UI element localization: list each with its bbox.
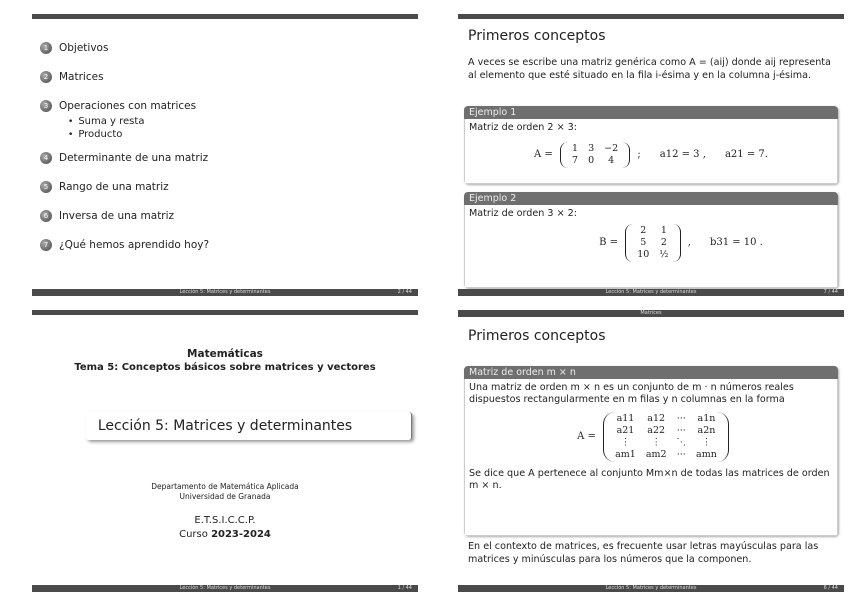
matrix-cell: ⋮ [620,437,631,448]
matrix-cell: a1n [697,413,716,424]
frame-title: Primeros conceptos [468,28,606,44]
outline-item [40,100,209,112]
outline-list [40,42,209,268]
matrix-cell: 2 [640,225,647,236]
matrix-cell: 0 [588,155,595,166]
matrix-cell: 10 [637,249,650,260]
outline-item-label: Rango de una matriz [59,181,169,193]
slide-top-bar [458,310,844,317]
example-text: Matriz de orden 2 × 3: [469,122,577,133]
subject-title: Matemáticas [187,348,263,360]
topic-title: Tema 5: Conceptos básicos sobre matrices y vectores [74,362,376,373]
definition-block-title: Matriz de orden m × n [464,366,838,379]
department-name: Departamento de Matemática Aplicada [151,482,299,491]
matrix-cell: am2 [645,449,667,460]
outline-sublist [68,116,209,140]
slide-title [32,310,418,592]
matrix-cell: a12 [647,413,666,424]
matrix [560,142,630,168]
slide-concepts-examples [458,14,844,296]
matrix-cell: ⋮ [701,437,712,448]
matrix-cell: −2 [604,143,619,154]
matrix-equation [469,224,833,262]
course-year: 2023-2024 [211,529,271,540]
slide-footer-bar [458,585,844,592]
matrix-cell: 1 [660,225,667,236]
outline-subitem: • Suma y resta [68,116,209,127]
outline-subitem: • Producto [68,129,209,140]
matrix-cell: ⋮ [651,437,661,448]
intro-paragraph: A veces se escribe una matriz genérica como A = (aij) donde aij representa al elemento que esté situado en la fila i-ésima y en la columna j-ésima. [468,57,831,81]
outline-item [40,239,209,251]
closing-paragraph: En el contexto de matrices, es frecuente usar letras mayúsculas para las matrices y minúsculas para los números que la componen. [468,541,819,565]
course-line [32,529,418,540]
section-number-badge: 5 [40,181,52,193]
matrix-cell: ½ [659,249,669,260]
outline-item [40,152,209,164]
example-block-body [464,119,838,184]
example-block [464,192,838,288]
outline-item [40,210,209,222]
matrix-cell: a21 [616,425,635,436]
footer-title: Lección 5: Matrices y determinantes [179,289,271,295]
section-number-badge: 2 [40,71,52,83]
matrix-cell: 2 [660,237,667,248]
generic-matrix-equation [469,412,833,462]
page-number: 2 / 44 [397,289,412,295]
matrix-cell: am1 [615,449,636,460]
section-number-badge: 4 [40,152,52,164]
slide-outline [32,14,418,296]
section-number-badge: 6 [40,210,52,222]
matrix [603,412,729,462]
page-number: 1 / 44 [397,585,412,591]
outline-item-label: ¿Qué hemos aprendido hoy? [59,239,210,251]
slide-footer-bar [32,289,418,296]
school-name: E.T.S.I.C.C.P. [194,515,256,526]
example-block-body [464,205,838,288]
definition-block [464,366,838,536]
example-block-title: Ejemplo 2 [464,192,838,205]
matrix-cell: 3 [588,143,595,154]
page-number: 7 / 44 [823,289,838,295]
outline-item [40,42,209,54]
matrix-cell: 5 [640,237,647,248]
matrix-cell: ··· [676,425,686,436]
section-number-badge: 7 [40,239,52,251]
matrix-cell: a22 [647,425,666,436]
outline-item-label: Matrices [59,71,104,83]
matrix [625,224,680,262]
definition-text: Una matriz de orden m × n es un conjunto de m · n números reales dispuestos rectangularmente en m filas y n columnas en la forma [469,382,794,405]
definition-block-body [464,379,838,536]
outline-item-label: Determinante de una matriz [59,152,209,164]
matrix-cell: ⋱ [676,437,687,448]
matrix-extra: ; a12 = 3 , a21 = 7. [637,149,768,160]
footer-title: Lección 5: Matrices y determinantes [605,585,697,591]
matrix-lhs: B = [599,237,618,248]
footer-title: Lección 5: Matrices y determinantes [179,585,271,591]
course-label: Curso [179,529,208,540]
slide-top-bar [32,14,418,19]
footer-title: Lección 5: Matrices y determinantes [605,289,697,295]
lesson-title: Lección 5: Matrices y determinantes [97,418,353,434]
matrix-cell: 4 [608,155,615,166]
outline-item-label: Operaciones con matrices [59,100,197,112]
slide-top-bar [32,310,418,315]
slide-footer-bar [458,289,844,296]
matrix-cell: ··· [676,449,686,460]
section-number-badge: 1 [40,42,52,54]
example-block [464,106,838,184]
example-text: Matriz de orden 3 × 2: [469,208,577,219]
example-block-title: Ejemplo 1 [464,106,838,119]
page-number: 6 / 44 [823,585,838,591]
matrix-cell: a2n [697,425,716,436]
matrix-lhs: A = [534,149,553,160]
matrix-cell: ··· [676,413,686,424]
definition-note: Se dice que A pertenece al conjunto Mm×n de todas las matrices de orden m × n. [469,468,830,491]
outline-item-label: Objetivos [59,42,109,54]
slide-concepts-definition [458,310,844,592]
outline-item [40,181,209,193]
matrix-cell: 7 [572,155,579,166]
matrix-cell: a11 [616,413,635,424]
outline-item [40,71,209,83]
frame-title: Primeros conceptos [468,328,606,344]
matrix-lhs: A = [577,431,596,442]
matrix-extra: , b31 = 10 . [687,237,763,248]
matrix-equation [469,142,833,168]
section-number-badge: 3 [40,100,52,112]
section-header: Matrices [640,310,662,316]
matrix-cell: 1 [572,143,579,154]
slide-footer-bar [32,585,418,592]
university-name: Universidad de Granada [179,492,271,501]
matrix-cell: amn [696,449,717,460]
slide-top-bar [458,14,844,19]
outline-item-label: Inversa de una matriz [59,210,175,222]
